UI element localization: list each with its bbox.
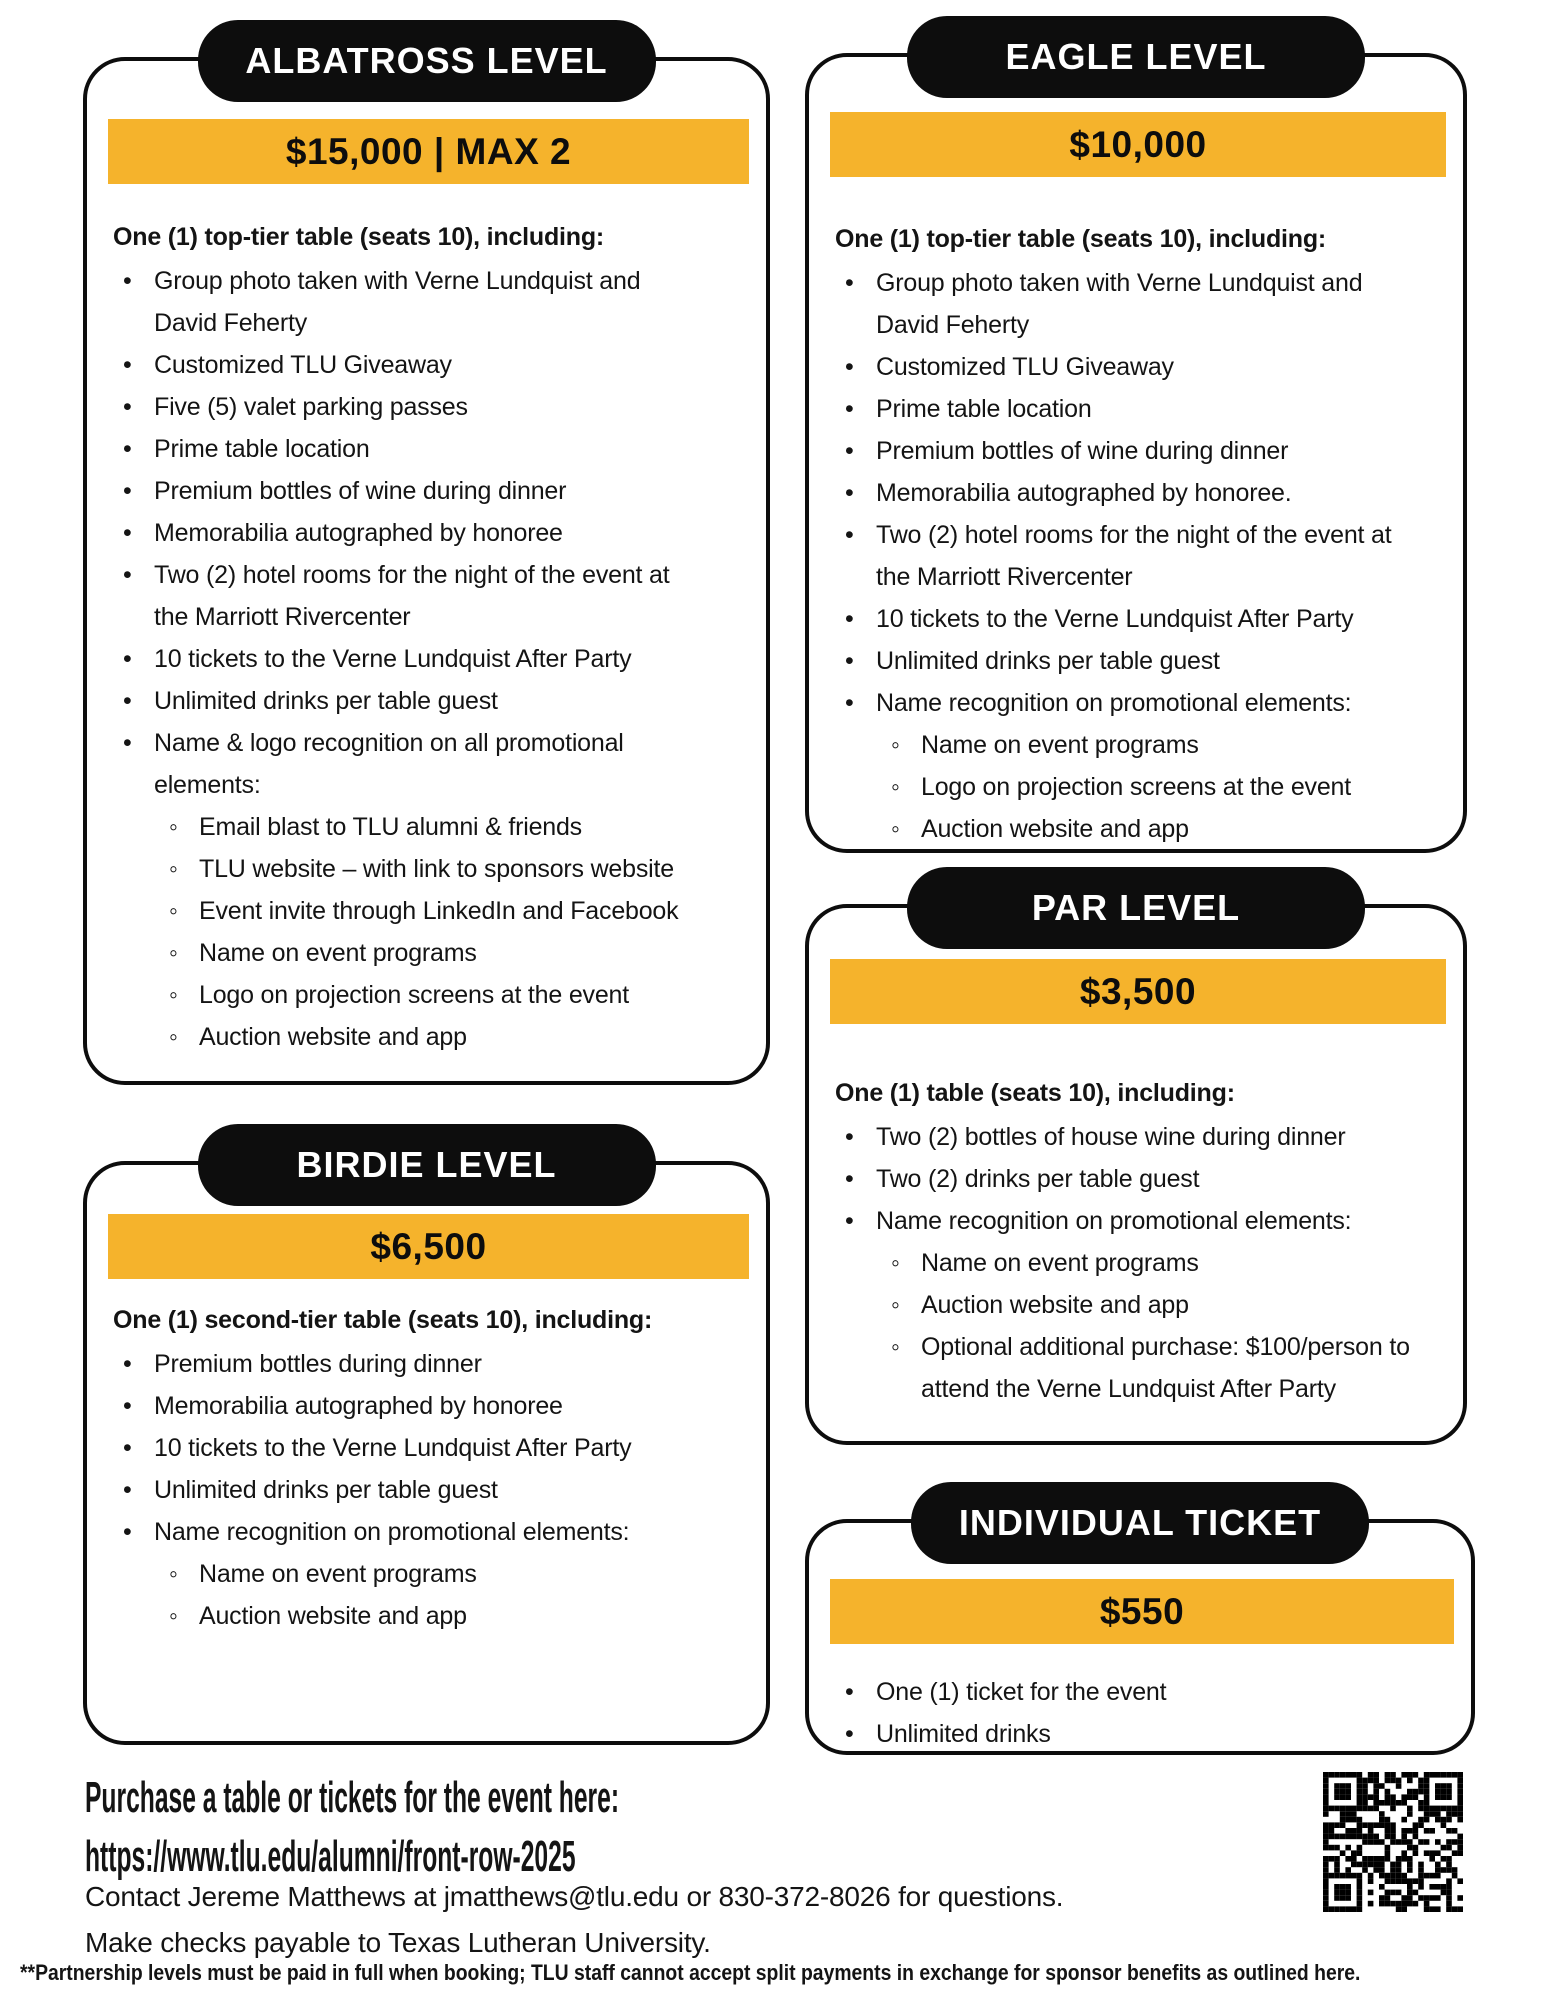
benefit-list xyxy=(835,262,1455,850)
benefit-line: David Feherty xyxy=(154,309,308,337)
benefit-line: • Group photo taken with Verne Lundquist and xyxy=(876,269,1363,297)
list-item xyxy=(835,430,1455,472)
purchase-url-link[interactable]: https://www.tlu.edu/alumni/front-row-2025 xyxy=(85,1832,576,1881)
sub-list-item xyxy=(154,1016,758,1058)
benefit-list xyxy=(113,260,758,1058)
card-title: ALBATROSS LEVEL xyxy=(245,40,608,81)
price-bar xyxy=(108,119,749,184)
benefit-line: ◦ TLU website – with link to sponsors website xyxy=(199,855,674,883)
benefit-line: • Two (2) bottles of house wine during dinner xyxy=(876,1123,1346,1151)
price-bar xyxy=(830,112,1446,177)
sub-list-item xyxy=(154,932,758,974)
benefit-line: ◦ Event invite through LinkedIn and Facebook xyxy=(199,897,679,925)
sub-benefit-list xyxy=(154,1553,758,1637)
list-item xyxy=(835,346,1455,388)
list-item xyxy=(835,1200,1455,1410)
card-heading: One (1) top-tier table (seats 10), including: xyxy=(835,225,1327,253)
benefit-line: • Unlimited drinks per table guest xyxy=(876,647,1220,675)
sub-list-item xyxy=(154,974,758,1016)
card-title-pill xyxy=(198,1124,656,1206)
list-item xyxy=(113,1511,758,1637)
card-heading: One (1) table (seats 10), including: xyxy=(835,1079,1235,1107)
benefit-line: • One (1) ticket for the event xyxy=(876,1678,1167,1706)
list-item xyxy=(113,1343,758,1385)
benefit-line: elements: xyxy=(154,771,261,799)
sub-list-item xyxy=(154,1553,758,1595)
card-birdie xyxy=(83,1144,770,1745)
list-item xyxy=(835,1116,1455,1158)
benefit-line: ◦ Name on event programs xyxy=(199,1560,477,1588)
qr-code xyxy=(1323,1772,1463,1912)
price-text: $10,000 xyxy=(1069,123,1207,165)
benefit-line: • Memorabilia autographed by honoree xyxy=(154,519,563,547)
benefit-line: • Two (2) hotel rooms for the night of the event at xyxy=(154,561,670,589)
benefit-line: • Unlimited drinks xyxy=(876,1720,1051,1748)
price-bar xyxy=(830,959,1446,1024)
benefit-line: • Customized TLU Giveaway xyxy=(876,353,1174,381)
benefit-line: • Name recognition on promotional elements: xyxy=(876,689,1352,717)
price-bar xyxy=(830,1579,1454,1644)
card-par xyxy=(805,887,1467,1445)
benefit-line: • Prime table location xyxy=(154,435,370,463)
benefit-line: ◦ Logo on projection screens at the event xyxy=(921,773,1351,801)
benefit-line: • Group photo taken with Verne Lundquist and xyxy=(154,267,641,295)
contact-line: Contact Jereme Matthews at jmatthews@tlu.edu or 830-372-8026 for questions. xyxy=(85,1881,1064,1912)
sub-list-item xyxy=(876,1284,1455,1326)
benefit-line: attend the Verne Lundquist After Party xyxy=(921,1375,1336,1403)
benefit-line: • Name & logo recognition on all promotional xyxy=(154,729,624,757)
benefit-line: ◦ Optional additional purchase: $100/person to xyxy=(921,1333,1410,1361)
benefit-line: • Customized TLU Giveaway xyxy=(154,351,452,379)
benefit-line: ◦ Auction website and app xyxy=(921,1291,1189,1319)
benefit-line: • Premium bottles of wine during dinner xyxy=(876,437,1289,465)
purchase-info xyxy=(85,1768,1039,1886)
sub-list-item xyxy=(876,724,1455,766)
list-item xyxy=(113,512,758,554)
benefit-list xyxy=(835,1671,1463,1755)
benefit-line: • Prime table location xyxy=(876,395,1092,423)
card-title: INDIVIDUAL TICKET xyxy=(958,1502,1322,1543)
benefit-line: • Five (5) valet parking passes xyxy=(154,393,468,421)
benefit-line: the Marriott Rivercenter xyxy=(876,563,1133,591)
benefit-line: ◦ Logo on projection screens at the event xyxy=(199,981,629,1009)
card-heading: One (1) top-tier table (seats 10), including: xyxy=(113,223,605,251)
benefit-line: ◦ Auction website and app xyxy=(921,815,1189,843)
price-text: $15,000 | MAX 2 xyxy=(285,130,572,172)
benefit-line: ◦ Name on event programs xyxy=(921,1249,1199,1277)
price-text: $550 xyxy=(1099,1590,1185,1632)
list-item xyxy=(113,386,758,428)
checks-line: Make checks payable to Texas Lutheran University. xyxy=(85,1927,711,1958)
benefit-line: • Premium bottles during dinner xyxy=(154,1350,482,1378)
list-item xyxy=(835,388,1455,430)
list-item xyxy=(835,598,1455,640)
card-title-pill xyxy=(911,1482,1369,1564)
sub-list-item xyxy=(154,806,758,848)
sub-list-item xyxy=(876,766,1455,808)
benefit-line: David Feherty xyxy=(876,311,1030,339)
benefit-line: ◦ Email blast to TLU alumni & friends xyxy=(199,813,582,841)
sub-list-item xyxy=(876,1326,1455,1410)
benefit-line: the Marriott Rivercenter xyxy=(154,603,411,631)
benefit-line: • Unlimited drinks per table guest xyxy=(154,1476,498,1504)
card-title: BIRDIE LEVEL xyxy=(296,1144,557,1185)
list-item xyxy=(113,638,758,680)
sub-list-item xyxy=(154,890,758,932)
card-title-pill xyxy=(198,20,656,102)
contact-info xyxy=(85,1874,1063,1966)
benefit-line: • 10 tickets to the Verne Lundquist After Party xyxy=(154,1434,632,1462)
card-eagle xyxy=(805,36,1467,853)
benefit-line: ◦ Name on event programs xyxy=(921,731,1199,759)
price-bar xyxy=(108,1214,749,1279)
list-item xyxy=(835,1713,1463,1755)
purchase-label: Purchase a table or tickets for the event here: xyxy=(85,1773,620,1822)
list-item xyxy=(113,722,758,1058)
list-item xyxy=(113,1385,758,1427)
list-item xyxy=(835,1158,1455,1200)
sub-list-item xyxy=(154,848,758,890)
list-item xyxy=(113,260,758,344)
card-title: PAR LEVEL xyxy=(1031,887,1241,928)
list-item xyxy=(835,640,1455,682)
sub-benefit-list xyxy=(876,1242,1455,1410)
list-item xyxy=(835,682,1455,850)
list-item xyxy=(835,472,1455,514)
list-item xyxy=(113,470,758,512)
list-item xyxy=(113,680,758,722)
benefit-line: ◦ Name on event programs xyxy=(199,939,477,967)
benefit-line: • Two (2) hotel rooms for the night of the event at xyxy=(876,521,1392,549)
benefit-line: • Name recognition on promotional elements: xyxy=(154,1518,630,1546)
benefit-line: • Premium bottles of wine during dinner xyxy=(154,477,567,505)
card-heading: One (1) second-tier table (seats 10), including: xyxy=(113,1306,653,1334)
sub-list-item xyxy=(154,1595,758,1637)
fine-print: **Partnership levels must be paid in full when booking; TLU staff cannot accept split payments in exchange for sponsor benefits as outlined here. xyxy=(20,1960,1361,1985)
benefit-line: • Memorabilia autographed by honoree xyxy=(154,1392,563,1420)
sub-list-item xyxy=(876,808,1455,850)
card-title: EAGLE LEVEL xyxy=(1005,36,1267,77)
benefit-list xyxy=(113,1343,758,1637)
card-title-pill xyxy=(907,16,1365,98)
benefit-line: ◦ Auction website and app xyxy=(199,1602,467,1630)
price-text: $6,500 xyxy=(370,1225,487,1267)
list-item xyxy=(835,514,1455,598)
benefit-line: • Memorabilia autographed by honoree. xyxy=(876,479,1292,507)
benefit-line: • Unlimited drinks per table guest xyxy=(154,687,498,715)
list-item xyxy=(113,554,758,638)
list-item xyxy=(113,344,758,386)
list-item xyxy=(835,1671,1463,1713)
sub-benefit-list xyxy=(154,806,758,1058)
benefit-line: • Name recognition on promotional elements: xyxy=(876,1207,1352,1235)
sub-benefit-list xyxy=(876,724,1455,850)
list-item xyxy=(113,1427,758,1469)
price-text: $3,500 xyxy=(1079,970,1197,1012)
card-albatross xyxy=(83,40,770,1085)
card-individual-ticket xyxy=(805,1502,1475,1755)
benefit-line: • 10 tickets to the Verne Lundquist After Party xyxy=(154,645,632,673)
benefit-line: • 10 tickets to the Verne Lundquist After Party xyxy=(876,605,1354,633)
benefit-line: • Two (2) drinks per table guest xyxy=(876,1165,1200,1193)
benefit-list xyxy=(835,1116,1455,1410)
benefit-line: ◦ Auction website and app xyxy=(199,1023,467,1051)
list-item xyxy=(113,428,758,470)
list-item xyxy=(113,1469,758,1511)
list-item xyxy=(835,262,1455,346)
card-title-pill xyxy=(907,867,1365,949)
sub-list-item xyxy=(876,1242,1455,1284)
